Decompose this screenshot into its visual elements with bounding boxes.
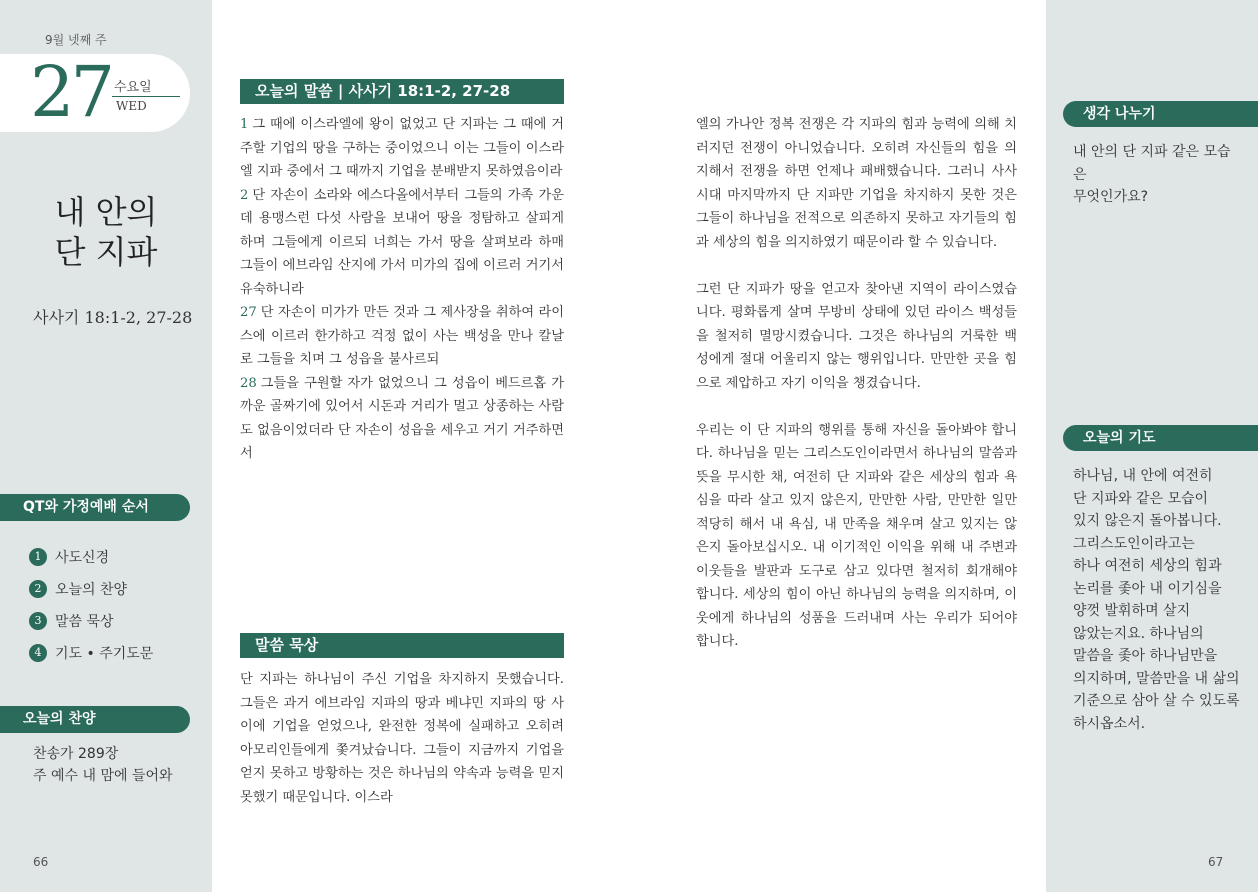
meditation-paragraph: 단 지파는 하나님이 주신 기업을 차지하지 못했습니다. 그들은 과거 에브라임 지파의 땅과 베냐민 지파의 땅 사이에 기업을 얻었으나, 완전한 정복에 실패하고 오히려 아모리인들에게 쫓겨났습니다. 그들이 지금까지 기업을 얻지 못하고 방황하는 것은 하나님의 약속과 능력을 믿지 못했기 때문입니다. 이스라 (240, 672, 564, 805)
page-number-right: 67 (1208, 855, 1224, 869)
share-line: 무엇인가요? (1073, 189, 1149, 205)
prayer-line: 그리스도인이라고는 (1073, 535, 1195, 552)
scripture-text (240, 113, 564, 466)
verse-text: 그들을 구원할 자가 없었으니 그 성읍이 베드르홉 가까운 골짜기에 있어서 시돈과 거리가 멀고 상종하는 사람도 없음이었더라 단 자손이 성읍을 세우고 거기 거주하면서 (240, 375, 564, 461)
meditation-paragraph: 그런 단 지파가 땅을 얻고자 찾아낸 지역이 라이스였습니다. 평화롭게 살며 무방비 상태에 있던 라이스 백성들을 철저히 멸망시켰습니다. 그것은 하나님의 거룩한 백성에게 절대 어울리지 않는 행위입니다. 만만한 곳을 힘으로 제압하고 자기 이익을 챙겼습니다. (696, 281, 1017, 391)
order-item (29, 605, 153, 637)
prayer-header: 오늘의 기도 (1063, 425, 1258, 451)
prayer-line: 있지 않은지 돌아봅니다. (1073, 513, 1222, 529)
verse-text: 그 때에 이스라엘에 왕이 없었고 단 지파는 그 때에 거주할 기업의 땅을 구하는 중이었으니 이는 그들이 이스라엘 지파 중에서 그 때까지 기업을 분배받지 못하였음이라 (240, 117, 564, 179)
order-item (29, 637, 153, 669)
prayer-line: 않았는지요. 하나님의 (1073, 625, 1204, 642)
step-number-badge: 2 (29, 580, 47, 598)
meditation-text-column-2 (696, 113, 1017, 654)
share-header: 생각 나누기 (1063, 101, 1258, 127)
meditation-paragraph: 우리는 이 단 지파의 행위를 통해 자신을 돌아봐야 합니다. 하나님을 믿는 그리스도인이라면서 하나님의 말씀과 뜻을 무시한 채, 여전히 단 지파와 같은 세상의 힘과 욕심을 따라 살고 있지 않은지, 만만한 사람, 만만한 일만 적당히 해서 내 욕심, 내 만족을 채우며 살고 있지는 않은지 돌아보십시오. 내 이기적인 이익을 위해 내 주변과 이웃들을 발판과 도구로 삼고 있다면 철저히 회개해야 합니다. 세상의 힘이 아닌 하나님의 능력을 의지하며, 이웃에게 하나님의 성품을 드러내며 사는 우리가 되어야 합니다. (696, 422, 1017, 649)
verse-text: 단 자손이 소라와 에스다올에서부터 그들의 가족 가운데 용맹스런 다섯 사람을 보내어 땅을 정탐하고 살피게 하며 그들에게 이르되 너희는 가서 땅을 살펴보라 하매 그들이 에브라임 산지에 가서 미가의 집에 이르러 거기서 유숙하니라 (240, 187, 564, 297)
verse-number: 28 (240, 375, 257, 391)
prayer-text (1073, 465, 1243, 735)
order-item-label: 사도신경 (55, 550, 110, 566)
scripture-reference: 사사기 18:1-2, 27-28 (33, 308, 193, 327)
step-number-badge: 4 (29, 644, 47, 662)
prayer-line: 논리를 좇아 내 이기심을 (1073, 580, 1222, 597)
step-number-badge: 1 (29, 548, 47, 566)
page-number-left: 66 (33, 855, 49, 869)
prayer-line: 단 지파와 같은 모습이 (1073, 490, 1209, 507)
hymn-header: 오늘의 찬양 (0, 706, 190, 733)
verse-text: 단 자손이 미가가 만든 것과 그 제사장을 취하여 라이스에 이르러 한가하고 걱정 없이 사는 백성을 만나 칼날로 그들을 치며 그 성읍을 불사르되 (240, 305, 564, 367)
order-header: QT와 가정예배 순서 (0, 494, 190, 521)
verse (240, 301, 564, 372)
prayer-line: 하시옵소서. (1073, 715, 1146, 732)
page-title (0, 192, 212, 272)
prayer-line: 의지하며, 말씀만을 내 삶의 (1073, 670, 1240, 687)
order-item-label: 말씀 묵상 (55, 614, 114, 630)
prayer-line: 말씀을 좇아 하나님만을 (1073, 648, 1218, 664)
verse (240, 113, 564, 184)
step-number-badge: 3 (29, 612, 47, 630)
verse-number: 1 (240, 117, 249, 132)
hymn-number: 찬송가 289장 (33, 746, 119, 762)
weekday-korean: 수요일 (114, 80, 152, 95)
page-title-line-1: 내 안의 (54, 193, 158, 231)
order-item (29, 541, 153, 573)
order-list (29, 541, 153, 669)
meditation-header: 말씀 묵상 (240, 633, 564, 658)
weekday-english: WED (116, 99, 147, 113)
order-item-label: 기도 • 주기도문 (55, 646, 154, 662)
share-question (1073, 141, 1243, 209)
prayer-line: 양껏 발휘하며 살지 (1073, 603, 1191, 619)
meditation-paragraph: 엘의 가나안 정복 전쟁은 각 지파의 힘과 능력에 의해 치러지던 전쟁이 아니었습니다. 오히려 자신들의 힘을 의지해서 전쟁을 하면 언제나 패배했습니다. 그러니 사사 시대 마지막까지 단 지파만 기업을 차지하지 못한 것은 그들이 하나님을 전적으로 의존하지 못하고 자기들의 힘과 세상의 힘을 의지하였기 때문이라 할 수 있습니다. (696, 117, 1017, 250)
order-item (29, 573, 153, 605)
verse (240, 184, 564, 302)
prayer-line: 기준으로 삼아 살 수 있도록 (1073, 693, 1240, 709)
share-line: 내 안의 단 지파 같은 모습은 (1073, 144, 1231, 183)
prayer-line: 하나 여전히 세상의 힘과 (1073, 558, 1222, 574)
day-number: 27 (30, 51, 112, 133)
verse (240, 372, 564, 466)
date-divider (112, 96, 180, 97)
page-title-line-2: 단 지파 (54, 233, 158, 271)
meditation-text-column-1 (240, 668, 564, 809)
prayer-line: 하나님, 내 안에 여전히 (1073, 468, 1213, 484)
verse-number: 2 (240, 187, 249, 203)
week-label: 9월 넷째 주 (45, 33, 107, 47)
scripture-header: 오늘의 말씀 | 사사기 18:1-2, 27-28 (240, 79, 564, 104)
order-item-label: 오늘의 찬양 (55, 582, 128, 598)
hymn-title: 주 예수 내 맘에 들어와 (33, 768, 173, 784)
verse-number: 27 (240, 305, 257, 320)
hymn-info (33, 743, 173, 787)
